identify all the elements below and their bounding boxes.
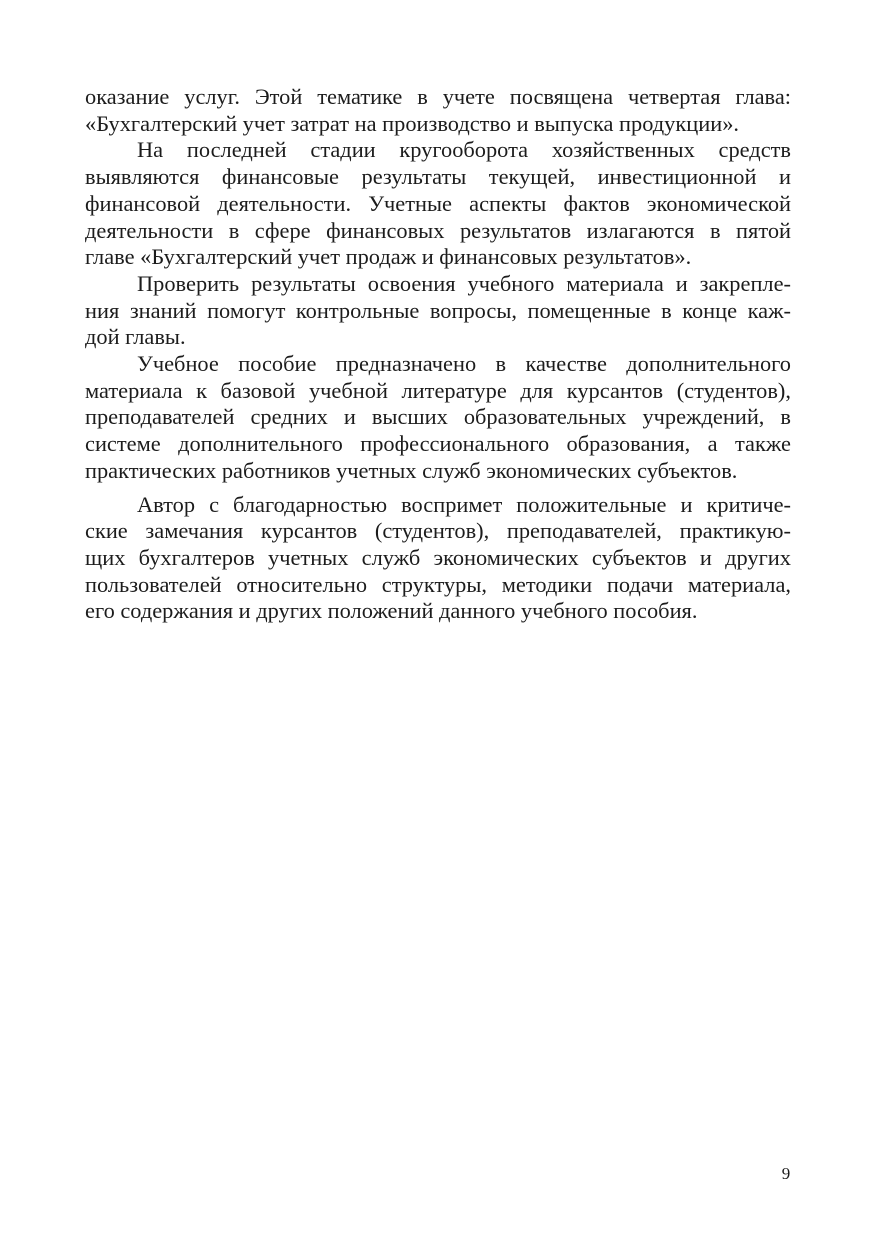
text-line: щих бухгалтеров учетных служб экономических субъектов и других — [85, 544, 791, 570]
document-page — [85, 84, 791, 625]
paragraph-review-questions — [85, 271, 791, 351]
text-line: практических работников учетных служб экономических субъектов. — [85, 457, 738, 483]
text-line: преподавателей средних и высших образовательных учреждений, в — [85, 404, 791, 430]
paragraph-author-feedback — [85, 492, 791, 626]
text-line: деятельности в сфере финансовых результатов излагаются в пятой — [85, 217, 791, 243]
text-line: «Бухгалтерский учет затрат на производство и выпуска продукции». — [85, 110, 739, 136]
text-line: пользователей относительно структуры, методики подачи материала, — [85, 571, 791, 597]
text-line: Учебное пособие предназначено в качестве дополнительного — [137, 351, 791, 377]
text-line: материала к базовой учебной литературе для курсантов (студентов), — [85, 377, 791, 403]
text-line: Проверить результаты освоения учебного материала и закрепле- — [137, 270, 791, 296]
paragraph-chapter-four — [85, 84, 791, 137]
text-line: выявляются финансовые результаты текущей, инвестиционной и — [85, 164, 791, 190]
text-line: системе дополнительного профессионального образования, а также — [85, 431, 791, 457]
text-line: дой главы. — [85, 324, 186, 350]
page-number: 9 — [781, 1164, 791, 1183]
text-line: ские замечания курсантов (студентов), преподавателей, практикую- — [85, 518, 791, 544]
paragraph-audience — [85, 351, 791, 485]
paragraph-chapter-five — [85, 137, 791, 271]
text-line: Автор с благодарностью воспримет положительные и критиче- — [137, 491, 791, 517]
text-line: финансовой деятельности. Учетные аспекты фактов экономической — [85, 190, 791, 216]
text-line: оказание услуг. Этой тематике в учете посвящена четвертая глава: — [85, 84, 791, 109]
text-line: его содержания и других положений данного учебного пособия. — [85, 598, 698, 624]
text-line: ния знаний помогут контрольные вопросы, помещенные в конце каж- — [85, 297, 791, 323]
text-line: главе «Бухгалтерский учет продаж и финансовых результатов». — [85, 244, 692, 270]
text-line: На последней стадии кругооборота хозяйственных средств — [137, 137, 791, 163]
